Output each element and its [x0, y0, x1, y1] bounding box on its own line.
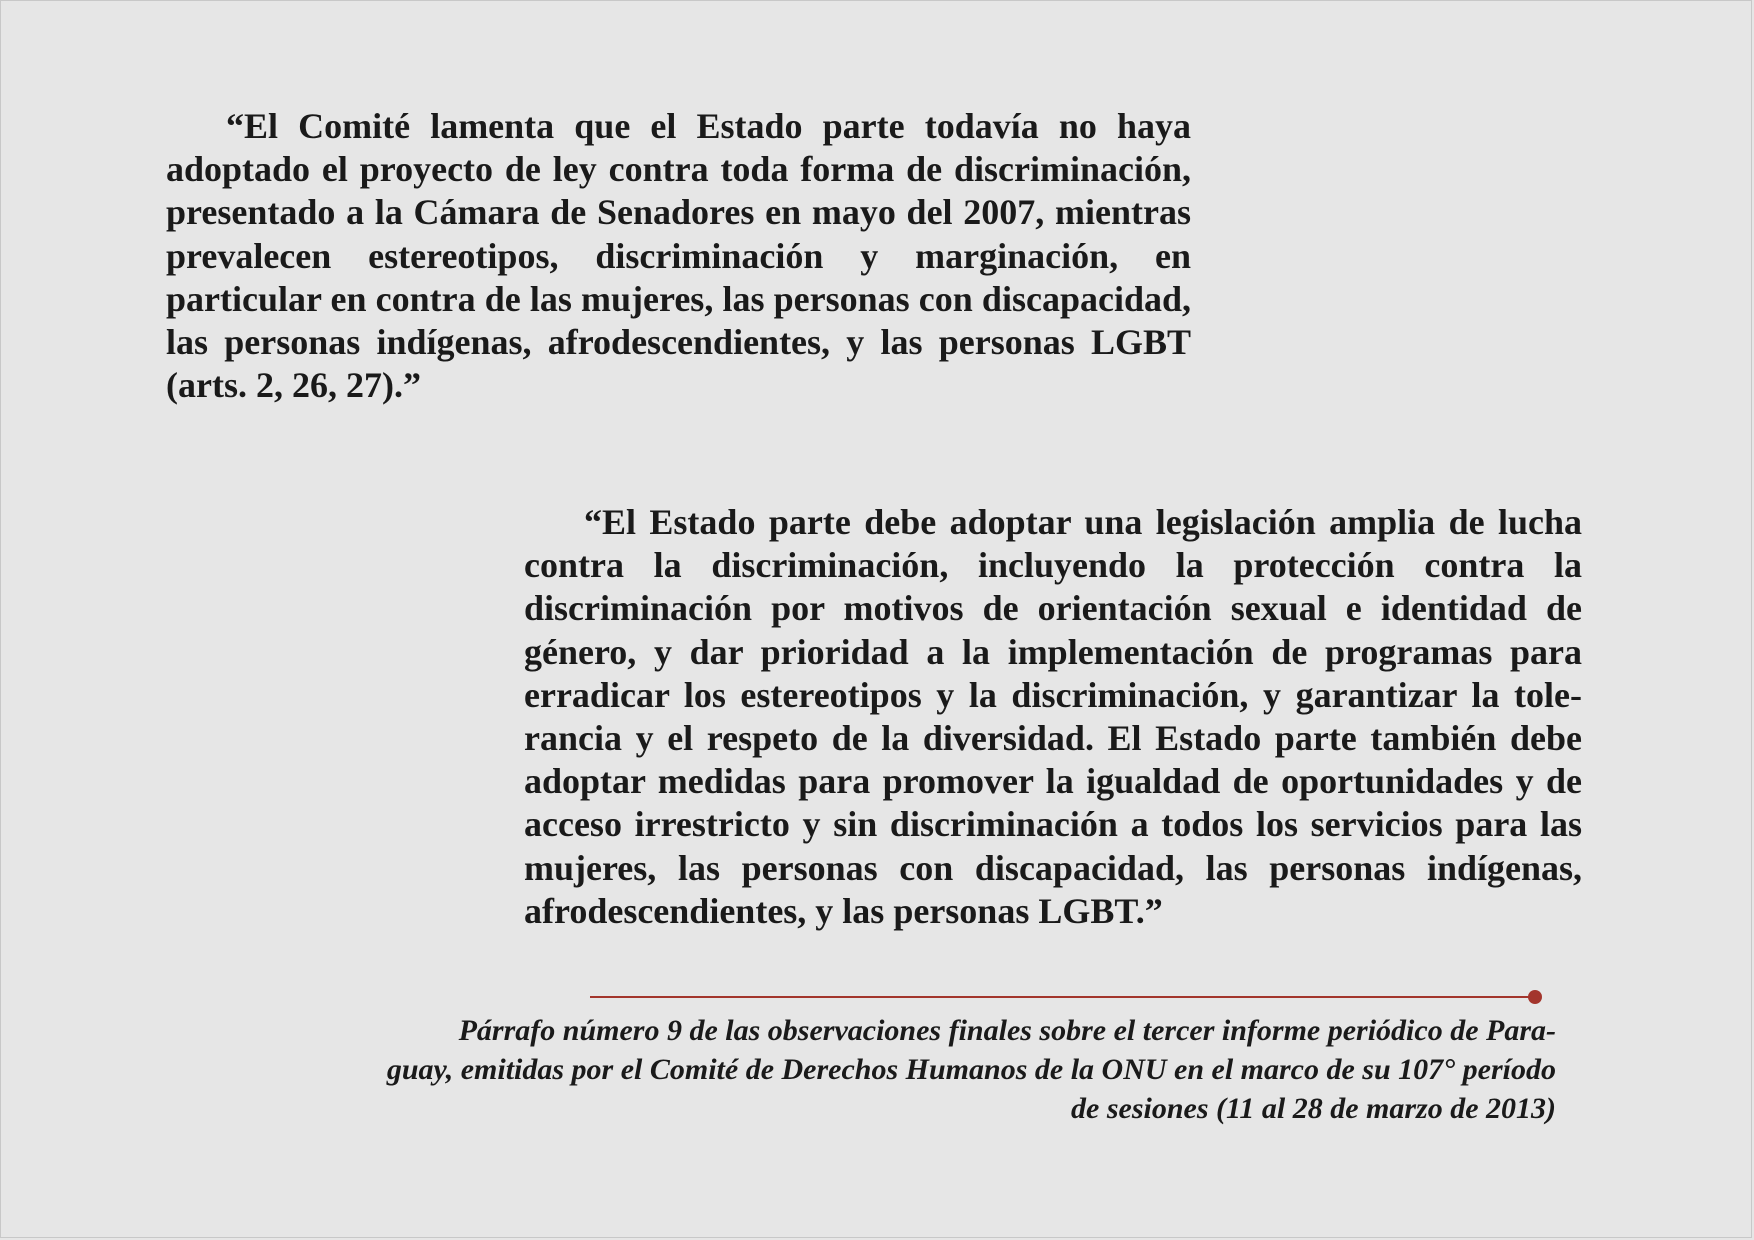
source-caption-line-3: de sesiones (11 al 28 de marzo de 2013) [1071, 1092, 1556, 1125]
source-caption-line-2: guay, emitidas por el Comité de Derechos Humanos de la ONU en el marco de su 107° período [386, 1053, 1556, 1086]
source-caption [241, 1011, 1556, 1128]
source-caption-line-1: Párrafo número 9 de las observaciones finales sobre el tercer informe periódico de Para- [458, 1014, 1556, 1047]
committee-recommendation-quote-text: “El Estado parte debe adoptar una legislación amplia de lucha contra la discriminación, incluyendo la protección contra la discriminación por motivos de orientación sexual e identidad de género, y dar prioridad a la implementación de programas para erradicar los estereotipos y la discriminación, y garantizar la tolerancia y el respeto de la diversidad. El Estado parte también debe adoptar medidas para promover la igualdad de oportunidades y de acceso irrestricto y sin discriminación a todos los servicios para las mujeres, las personas con discapacidad, las personas indígenas, afrodescendientes, y las personas LGBT.” [524, 502, 1582, 931]
committee-recommendation-quote [524, 501, 1582, 933]
committee-concern-quote [166, 105, 1191, 407]
committee-concern-quote-text: “El Comité lamenta que el Estado parte todavía no haya adoptado el proyecto de ley contra toda forma de discriminación, presentado a la Cámara de Senadores en mayo del 2007, mientras prevalecen estereotipos, discriminación y marginación, en particular en contra de las mujeres, las personas con discapacidad, las personas indígenas, afrodescendientes, y las personas LGBT (arts. 2, 26, 27).” [166, 106, 1191, 406]
caption-divider-dot [1528, 990, 1542, 1004]
caption-divider-rule [590, 996, 1538, 998]
